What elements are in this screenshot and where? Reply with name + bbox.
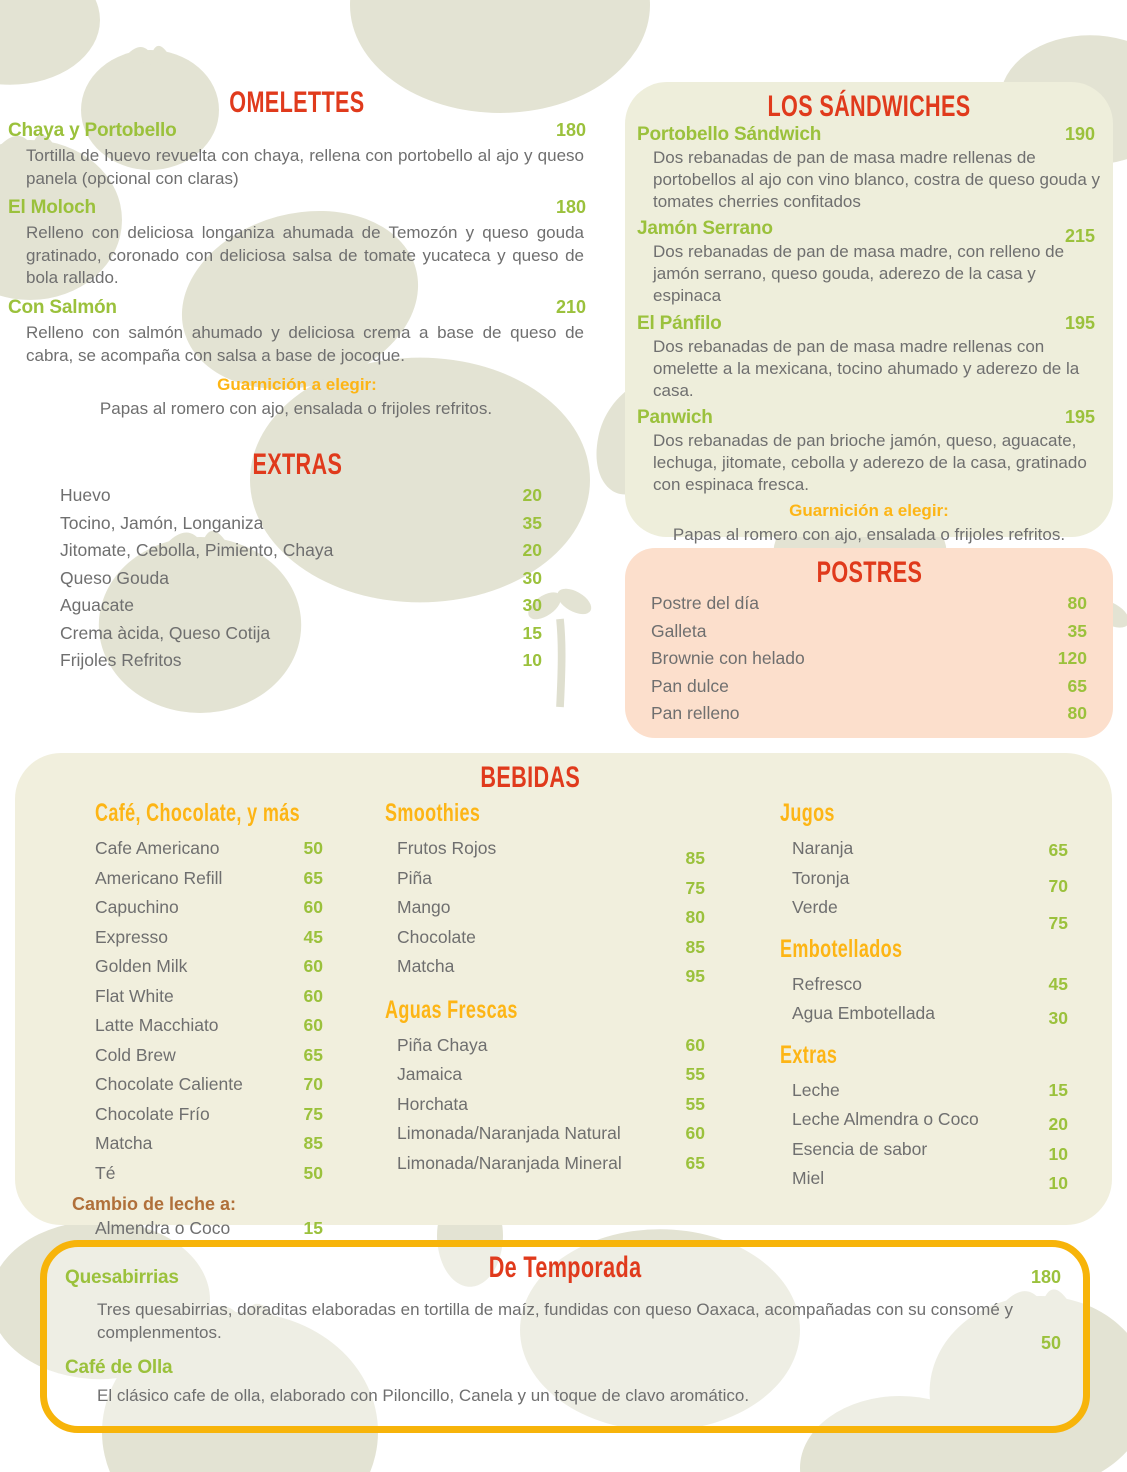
item-price: 45 [303,926,323,947]
item-name: Expresso [95,926,168,947]
item-price: 85 [303,1133,323,1153]
item-name: Té [95,1162,116,1183]
item-price: 20 [522,485,542,505]
menu-item-row [780,1105,1068,1135]
item-description: El clásico cafe de olla, elaborado con Piloncillo, Canela y un toque de clavo aromático. [97,1385,750,1405]
item-name: Leche [792,1079,840,1100]
bebidas-extras-header: Extras [780,1040,838,1069]
bebidas-title: BEBIDAS [480,761,581,794]
item-price: 60 [303,956,323,976]
item-price: 195 [1064,406,1095,427]
item-name: Con Salmón [8,297,117,319]
menu-item-row [780,1135,1068,1165]
item-price: 65 [1067,675,1087,696]
menu-item-row [780,1076,1068,1106]
item-price: 60 [303,897,323,917]
item-name: Miel [792,1168,825,1188]
menu-item-row [95,1216,323,1241]
item-price: 45 [1048,973,1068,994]
menu-item-row [385,923,705,957]
menu-item-row [780,1164,1068,1194]
menu-item-row [95,1041,323,1071]
item-name: Americano Refill [95,867,223,888]
item-price: 10 [1048,1143,1068,1164]
item-price: 65 [303,1044,323,1065]
menu-item-row [8,120,586,142]
item-description: Dos rebanadas de pan de masa madre rellenas de portobellos al ajo con vino blanco, costra de queso gouda y tomates cherries confitados [653,148,1101,212]
section-extras [8,448,586,675]
item-name: Chocolate Caliente [95,1074,243,1094]
item-name: Piña [397,867,433,888]
garnish-text: Papas al romero con ajo, ensalada o frijoles refritos. [672,525,1066,545]
item-price: 120 [1057,648,1087,668]
embotellados-header: Embotellados [780,934,903,963]
garnish-label: Guarnición a elegir: [789,501,949,521]
item-name: Toronja [792,867,850,888]
item-price: 60 [303,985,323,1006]
item-name: Chocolate Frío [95,1103,210,1124]
temporada-title: De Temporada [488,1251,642,1284]
sandwiches-title-wrap [625,90,1113,124]
menu-item-row [60,647,542,675]
menu-item-row [651,700,1087,728]
menu-item-row [385,952,705,986]
item-price: 65 [685,1152,705,1173]
omelettes-title: OMELETTES [229,86,365,119]
menu-item-row [780,999,1068,1029]
menu-item-row [60,620,542,648]
item-name: El Pánfilo [637,312,722,334]
item-name: Chaya y Portobello [8,120,177,141]
item-name: Esencia de sabor [792,1138,928,1159]
menu-item-row [95,1159,323,1189]
menu-item-row [95,1070,323,1100]
item-name: Latte Macchiato [95,1015,219,1035]
item-price: 55 [685,1093,705,1114]
bebidas-extras-header-wrap [780,1041,1068,1070]
item-name: El Moloch [8,197,96,219]
menu-item-row [385,834,705,868]
item-name: Brownie con helado [651,648,805,668]
item-description: Dos rebanadas de pan de masa madre, con relleno de jamón serrano, queso gouda, aderezo de la casa y espinaca [653,242,1065,306]
menu-item-row [95,834,323,864]
menu-item-row [95,1129,323,1159]
menu-item-row [60,565,542,593]
section-postres [625,548,1113,738]
bebidas-column-cafe [72,799,323,1241]
item-name: Limonada/Naranjada Mineral [397,1152,622,1173]
menu-item-row [95,893,323,923]
menu-item-row [385,1119,705,1149]
extras-title: EXTRAS [252,448,342,481]
item-description: Tres quesabirrias, doraditas elaboradas en tortilla de maíz, fundidas con queso Oaxaca, acompañadas con su consomé y complenmentos. [97,1300,1013,1342]
sandwiches-title: LOS SÁNDWICHES [767,90,971,123]
menu-item-row [385,864,705,898]
item-price: 30 [522,595,542,615]
item-price: 85 [685,936,705,957]
jugos-header-wrap [780,799,1068,828]
menu-item-row [780,834,1068,864]
item-name: Agua Embotellada [792,1003,936,1023]
bebidas-title-wrap [15,761,1046,795]
menu-item-row [95,1100,323,1130]
section-temporada [40,1240,1090,1433]
item-price: 215 [1064,226,1095,247]
item-name: Matcha [397,956,455,976]
item-name: Pan relleno [651,703,740,723]
item-name: Pan dulce [651,675,729,696]
menu-item-row [651,673,1087,701]
menu-item-row [95,982,323,1012]
menu-item-row [385,893,705,927]
item-name: Quesabirrias [65,1267,179,1288]
item-price: 50 [303,838,323,858]
item-price: 30 [1048,1008,1068,1028]
item-price: 80 [685,907,705,927]
menu-item-row [60,592,542,620]
item-name: Almendra o Coco [95,1218,231,1238]
item-description: Tortilla de huevo revuelta con chaya, rellena con portobello al ajo y queso panela (opcional con claras) [26,146,584,188]
item-price: 210 [555,297,586,318]
smoothies-header-wrap [385,799,705,828]
item-name: Aguacate [60,595,134,615]
menu-item-row [60,482,542,510]
item-name: Chocolate [397,926,476,947]
item-price: 70 [303,1074,323,1094]
item-name: Piña Chaya [397,1034,488,1055]
menu-item-row [95,923,323,953]
item-name: Cafe Americano [95,838,220,858]
cafe-header: Café, Chocolate, y más [95,799,300,827]
menu-item-row [780,893,1068,933]
embotellados-header-wrap [780,935,1068,964]
extras-title-wrap [8,448,586,482]
aguas-header: Aguas Frescas [385,995,518,1024]
item-price: 10 [1048,1173,1068,1193]
item-name: Tocino, Jamón, Longaniza [60,512,264,533]
item-description: Dos rebanadas de pan brioche jamón, queso, aguacate, lechuga, jitomate, cebolla y aderezo de la casa, gratinado con espinaca fresca. [653,430,1087,495]
item-price: 80 [1067,703,1087,723]
menu-item-row [625,218,1113,247]
item-price: 15 [303,1218,323,1238]
item-price: 50 [303,1162,323,1183]
item-price: 95 [685,966,705,986]
item-price: 190 [1064,124,1095,144]
item-price: 55 [685,1064,705,1084]
menu-item-row [385,1090,705,1120]
menu-item-row [60,510,542,538]
item-price: 15 [1048,1079,1068,1100]
item-price: 35 [1067,620,1087,641]
section-omelettes [8,86,586,428]
temporada-title-wrap [47,1251,1083,1285]
item-name: Frutos Rojos [397,838,497,858]
section-bebidas [15,753,1112,1238]
item-name: Refresco [792,973,863,994]
item-name: Frijoles Refritos [60,650,182,670]
item-name: Verde [792,897,838,917]
menu-item-row [625,313,1113,335]
menu-item-row [95,1011,323,1041]
item-name: Jamón Serrano [637,218,773,240]
item-price: 75 [685,877,705,898]
item-price: 10 [522,650,542,670]
bebidas-column-smoothies-aguas [385,799,705,1178]
menu-item-row [8,297,586,319]
menu-item-row [385,1060,705,1090]
aguas-header-wrap [385,996,705,1025]
item-description: Dos rebanadas de pan de masa madre rellenas con omelette a la mexicana, tocino ahumado y aderezo de la casa. [653,336,1080,400]
menu-item-row [780,970,1068,1000]
bebidas-column-jugos-extras [780,799,1068,1194]
item-price: 85 [685,848,705,868]
menu-item-row [780,864,1068,894]
postres-title-wrap [651,556,1087,590]
item-price: 50 [1040,1332,1061,1353]
item-name: Golden Milk [95,956,188,976]
item-price: 65 [303,867,323,888]
item-name: Panwich [637,406,713,428]
cafe-header-wrap [95,799,323,828]
postres-title: POSTRES [816,556,922,589]
item-price: 180 [555,197,586,218]
item-price: 180 [555,120,586,140]
item-price: 60 [303,1015,323,1035]
item-name: Matcha [95,1133,153,1153]
item-name: Postre del día [651,593,759,613]
item-name: Horchata [397,1093,469,1114]
jugos-header: Jugos [780,799,835,827]
item-price: 35 [522,512,542,533]
item-name: Huevo [60,485,111,505]
smoothies-header: Smoothies [385,799,481,827]
milk-change-label: Cambio de leche a: [72,1194,237,1214]
item-name: Cold Brew [95,1044,176,1065]
item-name: Portobello Sándwich [637,124,822,145]
menu-item-row [8,197,586,219]
item-name: Leche Almendra o Coco [792,1109,979,1129]
item-name: Café de Olla [65,1356,173,1378]
menu-item-row [625,407,1113,429]
item-name: Flat White [95,985,174,1006]
menu-item-row [651,645,1087,673]
omelettes-title-wrap [8,86,586,120]
item-price: 60 [685,1034,705,1055]
item-name: Mango [397,897,451,917]
item-price: 30 [522,567,542,588]
item-description: Relleno con deliciosa longaniza ahumada de Temozón y queso gouda gratinado, coronado con deliciosa salsa de tomate yucateca y queso de bola rallado. [26,223,584,288]
item-price: 80 [1067,593,1087,613]
item-name: Capuchino [95,897,179,917]
item-price: 75 [303,1103,323,1124]
item-name: Galleta [651,620,707,641]
section-sandwiches [625,82,1113,545]
menu-item-row [651,618,1087,646]
menu-item-row [47,1332,1083,1379]
item-name: Naranja [792,838,854,858]
menu-item-row [385,1149,705,1179]
item-price: 70 [1048,875,1068,896]
menu-item-row [95,864,323,894]
item-price: 15 [522,622,542,643]
item-description: Relleno con salmón ahumado y deliciosa crema a base de queso de cabra, se acompaña con salsa a base de jocoque. [26,323,584,365]
item-name: Crema àcida, Queso Cotija [60,622,271,643]
menu-item-row [95,952,323,982]
item-name: Jitomate, Cebolla, Pimiento, Chaya [60,540,334,560]
garnish-text: Papas al romero con ajo, ensalada o frijoles refritos. [99,399,493,419]
garnish-label: Guarnición a elegir: [217,375,377,395]
item-price: 20 [1048,1114,1068,1134]
menu-item-row [651,590,1087,618]
item-price: 60 [685,1123,705,1143]
item-price: 20 [522,540,542,560]
item-name: Limonada/Naranjada Natural [397,1123,621,1143]
item-price: 180 [1030,1267,1061,1287]
menu-item-row [625,124,1113,146]
item-price: 195 [1064,312,1095,333]
item-price: 75 [1048,913,1068,933]
menu-item-row [60,537,542,565]
item-price: 65 [1048,840,1068,860]
menu-item-row [385,1031,705,1061]
item-name: Jamaica [397,1064,463,1084]
item-name: Queso Gouda [60,567,169,588]
